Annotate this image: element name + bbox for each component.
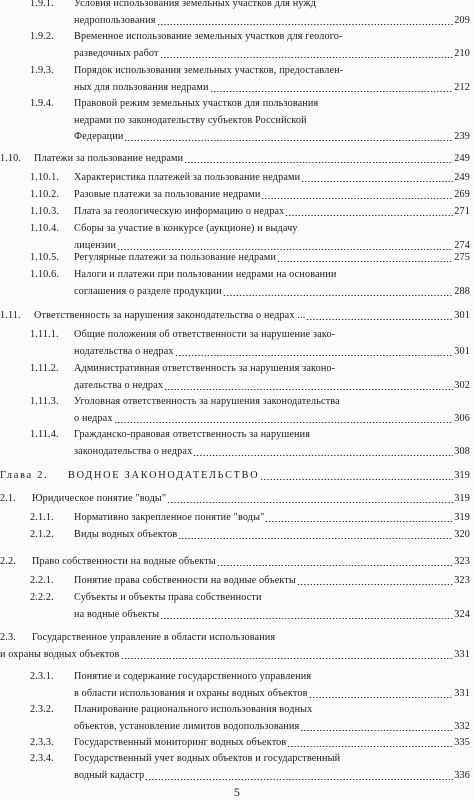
toc-entry-number: 2.2.2.: [30, 592, 54, 603]
toc-entry-line: [74, 328, 470, 341]
toc-entry-title: водный кадастр: [74, 769, 145, 781]
toc-entry-title: Субъекты и объекты права собственности: [74, 592, 262, 603]
toc-entry-last-line: [74, 130, 470, 143]
toc-entry-number: 1.10.5.: [30, 252, 60, 263]
toc-entry-number: 2.2.: [0, 556, 16, 567]
toc-entry-last-line: [74, 687, 470, 700]
toc-page-number: 274: [454, 239, 470, 251]
toc-entry-last-line: [74, 251, 470, 264]
toc-entry-title: ных для пользования недрами: [74, 81, 209, 93]
toc-entry-title: Регулярные платежи за пользование недрами: [74, 252, 277, 263]
toc-page-number: 308: [454, 445, 470, 457]
toc-entry-number: 1.10.6.: [30, 269, 60, 280]
toc-entry-title: Сборы за участие в конкурсе (аукционе) и выдачу: [74, 223, 298, 234]
toc-entry-number: 2.1.: [0, 493, 16, 504]
dot-leader: [157, 14, 454, 27]
toc-entry-number: 1.10.1.: [30, 172, 60, 183]
toc-entry-number: 2.3.1.: [30, 671, 54, 682]
toc-page-number: 336: [454, 769, 470, 781]
toc-entry-title: Федерации: [74, 131, 124, 142]
toc-entry-title: объектов, установление лимитов водопользования: [74, 720, 300, 732]
toc-page-number: 301: [454, 310, 470, 321]
dot-leader: [145, 769, 453, 782]
toc-page-number: 275: [454, 252, 470, 263]
toc-entry-title: Понятие и содержание государственного управления: [74, 671, 312, 682]
toc-page-number: 319: [454, 512, 470, 523]
toc-page-number: 210: [454, 47, 470, 59]
toc-entry-title: Уголовная ответственность за нарушения законодательства: [74, 396, 340, 407]
dot-leader: [287, 736, 453, 749]
toc-entry-number: 2.3.: [0, 632, 16, 643]
dot-leader: [167, 492, 453, 505]
dot-leader: [184, 152, 453, 165]
dot-leader: [178, 528, 453, 541]
toc-entry-title: Планирование рационального использования водных: [74, 704, 313, 715]
toc-entry-number: 1.11.2.: [30, 363, 59, 374]
toc-entry-title: Правовой режим земельных участков для пользования: [74, 98, 319, 109]
toc-entry-line: [74, 0, 470, 10]
toc-entry-line: [74, 222, 470, 235]
dot-leader: [124, 130, 453, 143]
toc-page-number: 288: [454, 285, 470, 297]
toc-entry-title: Характеристика платежей за пользование недрами: [74, 172, 301, 183]
toc-page-number: 269: [454, 189, 470, 200]
toc-page-number: 324: [454, 608, 470, 620]
toc-entry-line: [74, 268, 470, 281]
dot-leader: [160, 608, 453, 621]
toc-entry-line: [74, 114, 470, 127]
toc-entry-title: нодательства о недрах: [74, 345, 174, 357]
dot-leader: [309, 687, 454, 700]
toc-entry-number: 1.9.3.: [30, 65, 54, 76]
toc-page-number: 306: [454, 412, 470, 424]
toc-page-number: 323: [454, 575, 470, 586]
toc-entry-title: Условия использования земельных участков для нужд: [74, 0, 316, 9]
toc-page-number: 323: [454, 556, 470, 567]
toc-entry-number: Глава 2.: [0, 470, 49, 481]
dot-leader: [217, 555, 454, 568]
toc-entry-title: Государственное управление в области использования: [32, 632, 276, 643]
toc-entry-last-line: [74, 769, 470, 782]
toc-entry-title: Налоги и платежи при пользовании недрами на основании: [74, 269, 337, 280]
toc-entry-title: Гражданско-правовая ответственность за нарушения: [74, 429, 311, 440]
toc-entry-line: [74, 752, 470, 765]
toc-entry-last-line: [74, 511, 470, 524]
toc-entry-last-line: [74, 608, 470, 621]
toc-entry-title: Платежи за пользование недрами: [34, 153, 184, 164]
toc-entry-line: [32, 631, 470, 644]
dot-leader: [300, 720, 453, 733]
toc-entry-last-line: [74, 345, 470, 358]
toc-entry-title: Временное использование земельных участков для геолого-: [74, 31, 343, 42]
dot-leader: [265, 511, 453, 524]
toc-entry-number: 2.1.2.: [30, 529, 54, 540]
toc-entry-line: [74, 97, 470, 110]
toc-entry-title: Административная ответственность за нарушения законо-: [74, 363, 336, 374]
toc-entry-last-line: [0, 648, 470, 661]
toc-page-number: 320: [454, 529, 470, 540]
dot-leader: [121, 648, 454, 661]
dot-leader: [164, 379, 453, 392]
toc-entry-title: и охраны водных объектов: [0, 648, 120, 660]
toc-entry-number: 1.11.3.: [30, 396, 59, 407]
toc-entry-last-line: [74, 205, 470, 218]
toc-entry-title: Виды водных объектов: [74, 529, 178, 540]
toc-entry-title: Общие положения об ответственности за нарушение зако-: [74, 329, 336, 340]
toc-entry-number: 1.9.4.: [30, 98, 54, 109]
toc-entry-last-line: [74, 285, 470, 298]
toc-entry-title: Право собственности на водные объекты: [32, 556, 216, 567]
toc-entry-title: ВОДНОЕ ЗАКОНОДАТЕЛЬСТВО: [68, 470, 260, 481]
toc-entry-last-line: [74, 188, 470, 201]
toc-page-number: 271: [454, 206, 470, 217]
dot-leader: [260, 469, 453, 482]
toc-entry-title: на водные объекты: [74, 608, 160, 620]
toc-page-number: 249: [454, 153, 470, 164]
toc-entry-number: 2.3.2.: [30, 704, 54, 715]
toc-entry-title: в области использования и охраны водных объектов: [74, 687, 308, 699]
toc-entry-title: Понятие права собственности на водные объекты: [74, 575, 296, 586]
toc-entry-title: Порядок использования земельных участков, предоставлен-: [74, 65, 344, 76]
toc-entry-last-line: [74, 528, 470, 541]
toc-entry-line: [74, 591, 470, 604]
toc-entry-last-line: [74, 379, 470, 392]
page-number: 5: [233, 785, 241, 799]
toc-entry-number: 1.10.2.: [30, 189, 60, 200]
toc-page-number: 319: [454, 493, 470, 504]
dot-leader: [193, 445, 453, 458]
toc-entry-number: 1.11.: [0, 310, 21, 321]
toc-entry-last-line: [74, 720, 470, 733]
dot-leader: [175, 345, 454, 358]
toc-entry-number: 1.10.3.: [30, 206, 60, 217]
dot-leader: [277, 251, 453, 264]
toc-entry-last-line: [74, 81, 470, 94]
toc-entry-title: Государственный учет водных объектов и государственный: [74, 753, 341, 764]
toc-entry-line: [74, 64, 470, 77]
toc-entry-title: Нормативно закрепленное понятие "воды": [74, 512, 265, 523]
toc-entry-title: разведочных работ: [74, 47, 159, 59]
toc-entry-last-line: [74, 445, 470, 458]
toc-entry-title: законодательства о недрах: [74, 445, 193, 457]
toc-entry-last-line: [74, 412, 470, 425]
dot-leader: [160, 47, 454, 60]
toc-entry-number: 2.1.1.: [30, 512, 54, 523]
toc-entry-last-line: [74, 574, 470, 587]
toc-entry-last-line: [74, 736, 470, 749]
toc-entry-number: 1.11.4.: [30, 429, 59, 440]
toc-page-number: 212: [454, 81, 470, 93]
toc-page-number: 335: [454, 737, 470, 748]
toc-entry-number: 2.3.4.: [30, 753, 54, 764]
toc-entry-number: 1.9.2.: [30, 31, 54, 42]
toc-entry-last-line: [32, 492, 470, 505]
toc-entry-title: Разовые платежи за пользование недрами: [74, 189, 261, 200]
toc-entry-title: недропользования: [74, 14, 156, 26]
toc-entry-line: [74, 362, 470, 375]
toc-entry-title: дательства о недрах: [74, 379, 164, 391]
toc-entry-number: 2.3.3.: [30, 737, 54, 748]
dot-leader: [285, 205, 453, 218]
toc-entry-number: 1.10.4.: [30, 223, 60, 234]
toc-entry-last-line: [74, 14, 470, 27]
toc-entry-title: Юридическое понятие "воды": [32, 493, 167, 504]
toc-page-number: 302: [454, 379, 470, 391]
toc-entry-line: [74, 395, 470, 408]
toc-entry-line: [74, 670, 470, 683]
dot-leader: [306, 309, 453, 322]
toc-entry-line: [74, 30, 470, 43]
toc-entry-number: 2.2.1.: [30, 575, 54, 586]
toc-page-number: 249: [454, 172, 470, 183]
toc-entry-title: Ответственность за нарушения законодательства о недрах ...: [34, 310, 306, 321]
toc-entry-last-line: [74, 171, 470, 184]
toc-page-number: 331: [454, 687, 470, 699]
dot-leader: [114, 412, 454, 425]
dot-leader: [223, 285, 454, 298]
dot-leader: [297, 574, 453, 587]
toc-entry-last-line: [34, 309, 470, 322]
toc-page-number: 209: [454, 14, 470, 26]
dot-leader: [261, 188, 453, 201]
toc-entry-last-line: [74, 239, 470, 252]
toc-entry-title: о недрах: [74, 412, 113, 424]
toc-entry-title: недрами по законодательству субъектов Российской: [74, 114, 307, 126]
toc-entry-last-line: [32, 555, 470, 568]
dot-leader: [210, 81, 454, 94]
toc-page-number: 301: [454, 345, 470, 357]
toc-page-number: 239: [454, 131, 470, 142]
toc-entry-title: соглашения о разделе продукции: [74, 285, 222, 297]
toc-page-number: 332: [454, 720, 470, 732]
toc-page-number: 319: [454, 470, 470, 481]
toc-entry-number: 1.10.: [0, 153, 22, 164]
toc-entry-title: Плата за геологическую информацию о недрах: [74, 206, 285, 217]
toc-entry-line: [74, 428, 470, 441]
toc-entry-title: Государственный мониторинг водных объектов: [74, 737, 287, 748]
toc-entry-number: 1.9.1.: [30, 0, 54, 9]
toc-entry-number: 1.11.1.: [30, 329, 59, 340]
toc-page-number: 331: [454, 648, 470, 660]
dot-leader: [117, 239, 453, 252]
toc-entry-last-line: [68, 469, 470, 482]
toc-entry-title: лицензии: [74, 239, 117, 251]
toc-entry-last-line: [74, 47, 470, 60]
toc-entry-line: [74, 703, 470, 716]
dot-leader: [301, 171, 453, 184]
toc-entry-last-line: [34, 152, 470, 165]
